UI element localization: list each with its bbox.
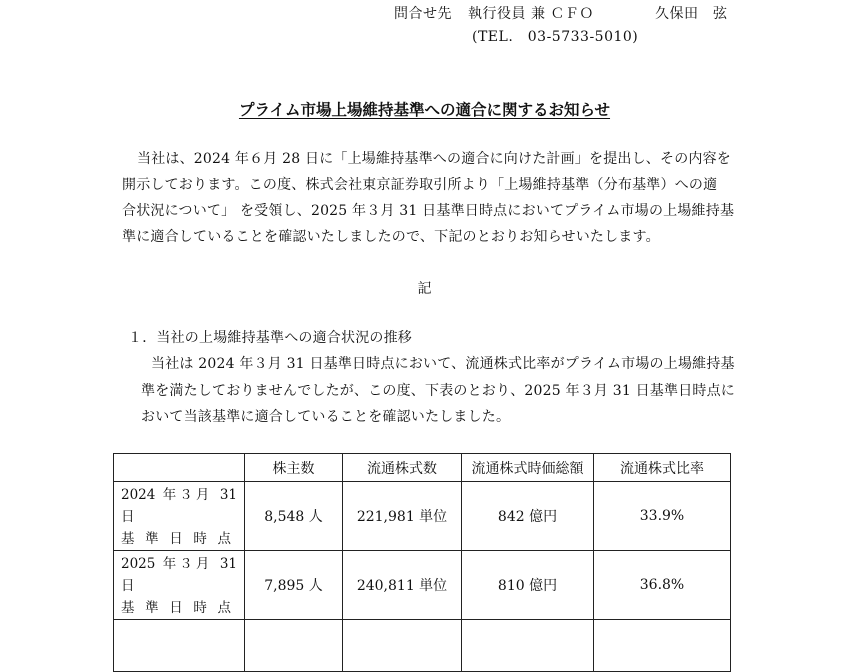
contact-tel: (TEL. 03-5733-5010) [472, 29, 639, 45]
table-row [114, 482, 731, 551]
row-date-line: 2025 年３月 31 日 [121, 556, 237, 594]
cell-ratio: 36.8% [594, 551, 731, 620]
contact-position: 執行役員 兼 ＣＦＯ [468, 6, 594, 22]
header-shareholders: 株主数 [245, 454, 343, 482]
cell-empty [343, 620, 462, 672]
cell-empty [114, 620, 245, 672]
cell-empty [594, 620, 731, 672]
intro-line: 当社は、2024 年６月 28 日に「上場維持基準への適合に向けた計画」を提出し、その内容を [137, 151, 731, 167]
cell-market-cap: 842 億円 [462, 482, 594, 551]
compliance-table [113, 453, 731, 672]
cell-shareholders: 8,548 人 [245, 482, 343, 551]
cell-floating-shares: 240,811 単位 [343, 551, 462, 620]
row-basis-line: 基準日時点 [121, 600, 237, 616]
header-empty [114, 454, 245, 482]
cell-market-cap: 810 億円 [462, 551, 594, 620]
section-line: 当社は 2024 年３月 31 日基準日時点において、流通株式比率がプライム市場の上場維持基 [151, 356, 735, 372]
section-line: 準を満たしておりませんでしたが、この度、下表のとおり、2025 年３月 31 日基準日時点に [141, 383, 735, 399]
row-date-line: 2024 年３月 31 日 [121, 487, 237, 525]
table-row-partial [114, 620, 731, 672]
section-line: おいて当該基準に適合していることを確認いたしました。 [141, 409, 511, 425]
section-heading: １．当社の上場維持基準への適合状況の推移 [128, 330, 412, 346]
ki-marker: 記 [417, 281, 432, 297]
row-basis-line: 基準日時点 [121, 531, 237, 547]
row-date-label [114, 482, 245, 551]
table-header-row [114, 454, 731, 482]
row-date-label [114, 551, 245, 620]
cell-empty [462, 620, 594, 672]
contact-name: 久保田 弦 [655, 6, 728, 22]
cell-shareholders: 7,895 人 [245, 551, 343, 620]
header-ratio: 流通株式比率 [594, 454, 731, 482]
intro-line: 合状況について」 を受領し、2025 年３月 31 日基準日時点においてプライム市場の上場維持基 [122, 203, 735, 219]
header-floating-shares: 流通株式数 [343, 454, 462, 482]
contact-prefix: 問合せ先 [394, 6, 452, 22]
intro-line: 準に適合していることを確認いたしましたので、下記のとおりお知らせいたします。 [122, 229, 660, 245]
cell-floating-shares: 221,981 単位 [343, 482, 462, 551]
cell-empty [245, 620, 343, 672]
header-market-cap: 流通株式時価総額 [462, 454, 594, 482]
table-row [114, 551, 731, 620]
cell-ratio: 33.9% [594, 482, 731, 551]
document-title: プライム市場上場維持基準への適合に関するお知らせ [238, 101, 611, 119]
intro-line: 開示しております。この度、株式会社東京証券取引所より「上場維持基準（分布基準）への適 [122, 177, 718, 193]
